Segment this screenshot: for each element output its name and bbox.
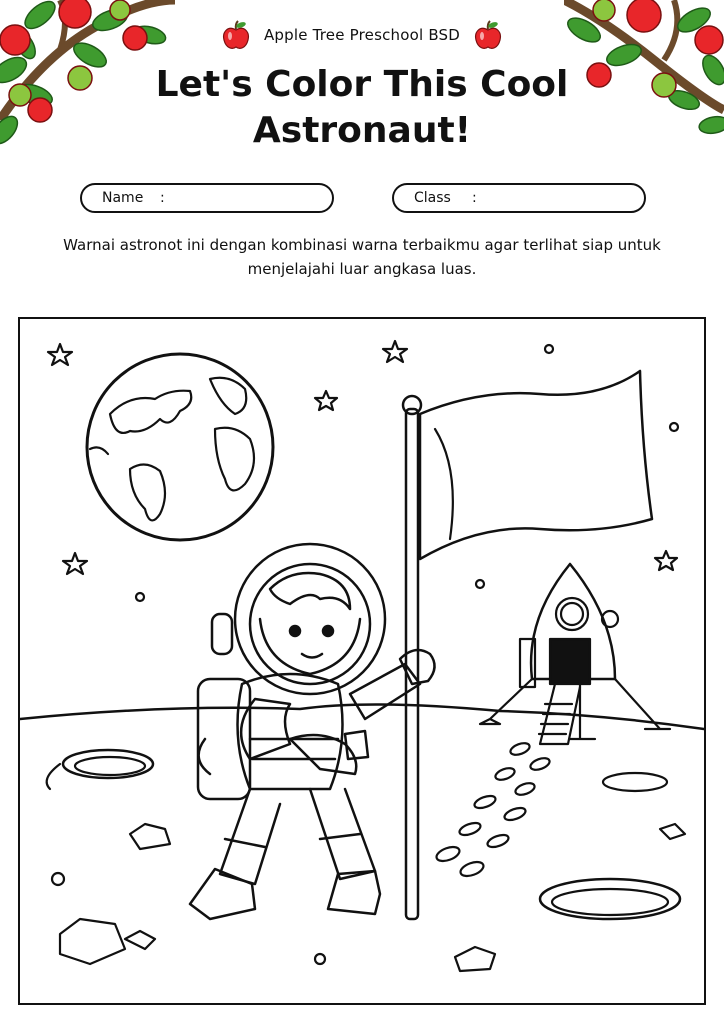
earth-globe bbox=[87, 354, 273, 540]
crater bbox=[47, 750, 680, 919]
class-field[interactable] bbox=[392, 183, 646, 213]
moon-rock bbox=[52, 824, 685, 971]
name-label: Name bbox=[102, 190, 144, 206]
name-field[interactable] bbox=[80, 183, 334, 213]
class-separator: : bbox=[472, 190, 477, 206]
school-name: Apple Tree Preschool BSD bbox=[263, 26, 461, 44]
instruction-text: Warnai astronot ini dengan kombinasi warna terbaikmu agar terlihat siap untuk menjelajahi luar angkasa luas. bbox=[63, 236, 661, 278]
apple-icon bbox=[222, 20, 250, 50]
star-icon bbox=[48, 341, 677, 574]
school-header bbox=[0, 20, 724, 50]
astronaut bbox=[190, 544, 435, 919]
coloring-frame bbox=[18, 317, 706, 1005]
class-label: Class bbox=[414, 190, 451, 206]
lunar-lander bbox=[480, 564, 670, 744]
page-title: Let's Color This Cool Astronaut! bbox=[155, 64, 569, 151]
coloring-illustration bbox=[20, 319, 704, 1003]
footprints bbox=[435, 741, 551, 879]
moon-ground-horizon bbox=[20, 704, 704, 729]
name-separator: : bbox=[160, 190, 165, 206]
apple-icon bbox=[474, 20, 502, 50]
moon-flag bbox=[403, 371, 652, 919]
